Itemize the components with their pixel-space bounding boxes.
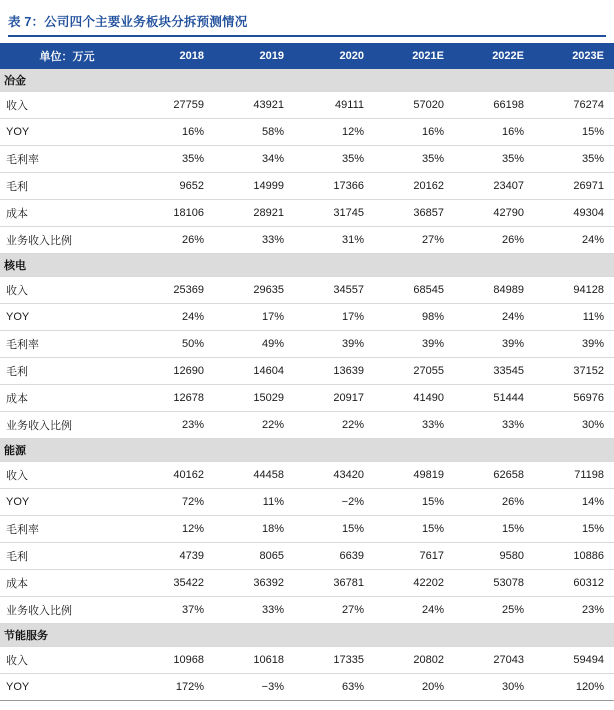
section-spacer (534, 624, 614, 647)
cell: 30% (534, 412, 614, 439)
column-header-2022e: 2022E (454, 43, 534, 69)
section-spacer (454, 439, 534, 462)
cell: 20162 (374, 173, 454, 200)
column-header-2020: 2020 (294, 43, 374, 69)
cell: 15% (294, 516, 374, 543)
section-spacer (134, 439, 214, 462)
cell: 34% (214, 146, 294, 173)
table-row (0, 331, 614, 358)
cell: 30% (454, 674, 534, 701)
cell: 33% (214, 227, 294, 254)
table-title-block (0, 0, 614, 43)
cell: 43921 (214, 92, 294, 119)
table-row (0, 489, 614, 516)
cell: 51444 (454, 385, 534, 412)
cell: 42202 (374, 570, 454, 597)
row-label: 成本 (0, 570, 134, 597)
cell: 17366 (294, 173, 374, 200)
cell: 36857 (374, 200, 454, 227)
cell: 172% (134, 674, 214, 701)
cell: 39% (534, 331, 614, 358)
cell: 6639 (294, 543, 374, 570)
section-header-row (0, 439, 614, 462)
section-spacer (534, 69, 614, 92)
section-header-row (0, 624, 614, 647)
table-row (0, 647, 614, 674)
cell: 14604 (214, 358, 294, 385)
section-label: 冶金 (0, 69, 134, 92)
table-row (0, 597, 614, 624)
table-row (0, 674, 614, 701)
table-row (0, 462, 614, 489)
row-label: 毛利率 (0, 146, 134, 173)
title-divider (8, 35, 606, 37)
cell: −2% (294, 489, 374, 516)
cell: 120% (534, 674, 614, 701)
cell: 44458 (214, 462, 294, 489)
cell: 35% (374, 146, 454, 173)
table-row (0, 173, 614, 200)
cell: 12% (134, 516, 214, 543)
cell: 40162 (134, 462, 214, 489)
row-label: 业务收入比例 (0, 597, 134, 624)
cell: 9652 (134, 173, 214, 200)
row-label: 毛利 (0, 358, 134, 385)
cell: 35% (294, 146, 374, 173)
section-spacer (374, 69, 454, 92)
column-header-2018: 2018 (134, 43, 214, 69)
row-label: 毛利 (0, 543, 134, 570)
cell: 26% (134, 227, 214, 254)
table-body (0, 69, 614, 701)
row-label: 毛利率 (0, 516, 134, 543)
row-label: 成本 (0, 385, 134, 412)
row-label: 业务收入比例 (0, 227, 134, 254)
cell: 27% (374, 227, 454, 254)
section-spacer (294, 254, 374, 277)
section-spacer (134, 254, 214, 277)
row-label: 收入 (0, 92, 134, 119)
table-row (0, 516, 614, 543)
cell: 66198 (454, 92, 534, 119)
cell: 56976 (534, 385, 614, 412)
section-spacer (134, 624, 214, 647)
cell: 24% (134, 304, 214, 331)
cell: 14% (534, 489, 614, 516)
cell: 49819 (374, 462, 454, 489)
cell: 94128 (534, 277, 614, 304)
cell: 27759 (134, 92, 214, 119)
cell: −3% (214, 674, 294, 701)
table-row (0, 92, 614, 119)
cell: 31745 (294, 200, 374, 227)
cell: 39% (454, 331, 534, 358)
cell: 4739 (134, 543, 214, 570)
table-row (0, 277, 614, 304)
cell: 35% (134, 146, 214, 173)
cell: 17335 (294, 647, 374, 674)
cell: 98% (374, 304, 454, 331)
cell: 29635 (214, 277, 294, 304)
cell: 42790 (454, 200, 534, 227)
cell: 33% (214, 597, 294, 624)
cell: 76274 (534, 92, 614, 119)
cell: 37152 (534, 358, 614, 385)
section-label: 能源 (0, 439, 134, 462)
cell: 25369 (134, 277, 214, 304)
cell: 72% (134, 489, 214, 516)
cell: 84989 (454, 277, 534, 304)
cell: 31% (294, 227, 374, 254)
cell: 27% (294, 597, 374, 624)
cell: 16% (374, 119, 454, 146)
cell: 20917 (294, 385, 374, 412)
cell: 12% (294, 119, 374, 146)
cell: 34557 (294, 277, 374, 304)
section-spacer (454, 69, 534, 92)
cell: 25% (454, 597, 534, 624)
column-header-2019: 2019 (214, 43, 294, 69)
cell: 50% (134, 331, 214, 358)
cell: 18% (214, 516, 294, 543)
cell: 49304 (534, 200, 614, 227)
cell: 35% (534, 146, 614, 173)
cell: 26971 (534, 173, 614, 200)
cell: 17% (214, 304, 294, 331)
forecast-table (0, 43, 614, 701)
cell: 20% (374, 674, 454, 701)
cell: 43420 (294, 462, 374, 489)
table-row (0, 570, 614, 597)
section-spacer (534, 254, 614, 277)
cell: 63% (294, 674, 374, 701)
cell: 39% (374, 331, 454, 358)
column-header-2023e: 2023E (534, 43, 614, 69)
section-spacer (294, 69, 374, 92)
cell: 10618 (214, 647, 294, 674)
row-label: YOY (0, 119, 134, 146)
cell: 37% (134, 597, 214, 624)
cell: 15% (374, 516, 454, 543)
section-spacer (214, 69, 294, 92)
cell: 62658 (454, 462, 534, 489)
cell: 9580 (454, 543, 534, 570)
table-header (0, 43, 614, 69)
cell: 15029 (214, 385, 294, 412)
cell: 49111 (294, 92, 374, 119)
column-header-2021e: 2021E (374, 43, 454, 69)
section-spacer (454, 624, 534, 647)
cell: 17% (294, 304, 374, 331)
cell: 26% (454, 489, 534, 516)
cell: 18106 (134, 200, 214, 227)
table-row (0, 385, 614, 412)
cell: 71198 (534, 462, 614, 489)
cell: 41490 (374, 385, 454, 412)
table-header-row (0, 43, 614, 69)
row-label: YOY (0, 304, 134, 331)
section-spacer (214, 254, 294, 277)
cell: 35422 (134, 570, 214, 597)
cell: 22% (214, 412, 294, 439)
cell: 35% (454, 146, 534, 173)
cell: 53078 (454, 570, 534, 597)
row-label: YOY (0, 674, 134, 701)
cell: 12690 (134, 358, 214, 385)
cell: 10886 (534, 543, 614, 570)
cell: 20802 (374, 647, 454, 674)
cell: 14999 (214, 173, 294, 200)
cell: 15% (454, 516, 534, 543)
cell: 7617 (374, 543, 454, 570)
cell: 33545 (454, 358, 534, 385)
section-spacer (374, 254, 454, 277)
cell: 33% (374, 412, 454, 439)
cell: 13639 (294, 358, 374, 385)
section-spacer (294, 624, 374, 647)
cell: 36781 (294, 570, 374, 597)
cell: 28921 (214, 200, 294, 227)
cell: 27055 (374, 358, 454, 385)
cell: 22% (294, 412, 374, 439)
page-title: 表 7：公司四个主要业务板块分拆预测情况 (8, 15, 248, 29)
cell: 23% (134, 412, 214, 439)
table-row (0, 119, 614, 146)
table-row (0, 304, 614, 331)
cell: 15% (534, 516, 614, 543)
section-spacer (534, 439, 614, 462)
cell: 23407 (454, 173, 534, 200)
cell: 11% (214, 489, 294, 516)
table-row (0, 227, 614, 254)
cell: 57020 (374, 92, 454, 119)
row-label: 业务收入比例 (0, 412, 134, 439)
cell: 60312 (534, 570, 614, 597)
section-spacer (374, 624, 454, 647)
cell: 23% (534, 597, 614, 624)
section-header-row (0, 254, 614, 277)
section-spacer (374, 439, 454, 462)
table-row (0, 200, 614, 227)
section-spacer (214, 624, 294, 647)
row-label: 收入 (0, 277, 134, 304)
cell: 33% (454, 412, 534, 439)
section-label: 节能服务 (0, 624, 134, 647)
cell: 58% (214, 119, 294, 146)
section-spacer (454, 254, 534, 277)
row-label: 毛利率 (0, 331, 134, 358)
cell: 59494 (534, 647, 614, 674)
cell: 49% (214, 331, 294, 358)
section-spacer (214, 439, 294, 462)
section-spacer (294, 439, 374, 462)
cell: 8065 (214, 543, 294, 570)
cell: 24% (534, 227, 614, 254)
cell: 16% (134, 119, 214, 146)
table-row (0, 412, 614, 439)
cell: 11% (534, 304, 614, 331)
cell: 15% (374, 489, 454, 516)
cell: 39% (294, 331, 374, 358)
row-label: 毛利 (0, 173, 134, 200)
section-header-row (0, 69, 614, 92)
cell: 68545 (374, 277, 454, 304)
cell: 10968 (134, 647, 214, 674)
cell: 27043 (454, 647, 534, 674)
table-row (0, 358, 614, 385)
row-label: 收入 (0, 647, 134, 674)
cell: 16% (454, 119, 534, 146)
row-label: 成本 (0, 200, 134, 227)
cell: 26% (454, 227, 534, 254)
row-label: YOY (0, 489, 134, 516)
section-spacer (134, 69, 214, 92)
cell: 24% (374, 597, 454, 624)
cell: 36392 (214, 570, 294, 597)
cell: 15% (534, 119, 614, 146)
cell: 12678 (134, 385, 214, 412)
section-label: 核电 (0, 254, 134, 277)
row-label: 收入 (0, 462, 134, 489)
table-row (0, 543, 614, 570)
table-row (0, 146, 614, 173)
column-header-unit: 单位：万元 (0, 43, 134, 69)
cell: 24% (454, 304, 534, 331)
